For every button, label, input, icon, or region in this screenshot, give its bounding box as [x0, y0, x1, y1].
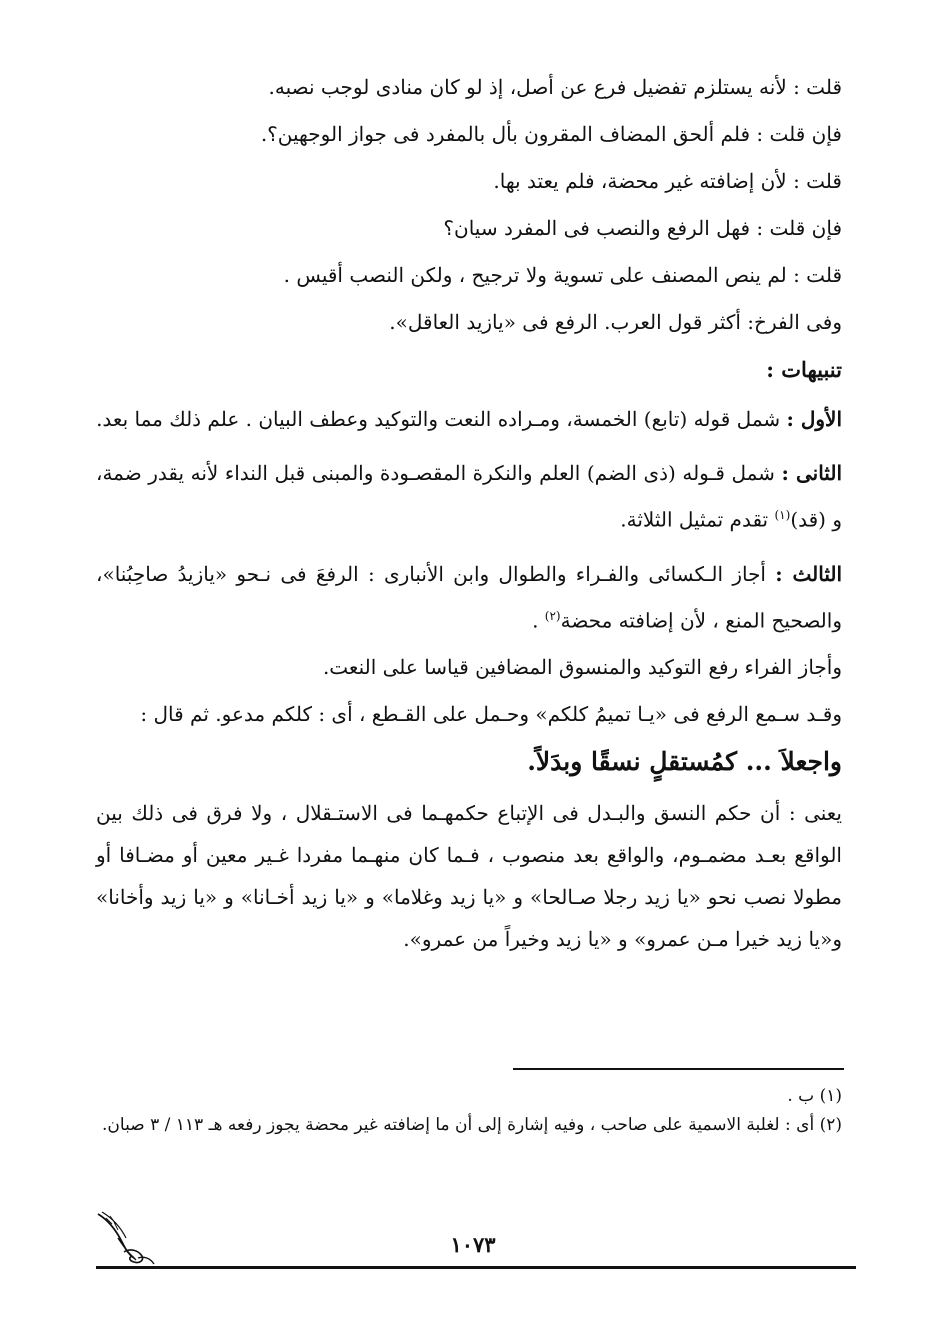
- text-line-2: فإن قلت : فلم ألحق المضاف المقرون بأل بالمفرد فى جواز الوجهين؟.: [260, 122, 842, 146]
- footnote-2: (٢) أى : لغلبة الاسمية على صاحب ، وفيه إشارة إلى أن ما إضافته غير محضة يجوز رفعه هـ ١١٣ / ٣ صبان.: [102, 1115, 842, 1135]
- note-second-text: شمل قـوله (ذى الضم) العلم والنكرة المقصـودة والمبنى قبل النداء لأنه يقدر ضمة، و (قد): [96, 461, 842, 532]
- note-first-text: شمل قوله (تابع) الخمسة، ومـراده النعت والتوكيد وعطف البيان . علم ذلك مما بعد.: [96, 407, 781, 431]
- paragraph-explanation: يعنى : أن حكم النسق والبـدل فى الإتباع حكمهـما فى الاستـقلال ، ولا فرق فى ذلك بين الواقع بعـد مضمـوم، والواقع بعد منصوب ، فـما كان منهـما مفردا غـير معين أو مضـافا أو مطولا نصب نحو «يا زيد رجلا صـالحا» و «يا زيد وغلاما» و «يا زيد أخـانا» و «يا زيد وأخانا» و«يا زيد خيرا مـن عمرو» و «يا زيد وخيراً من عمرو».: [96, 801, 842, 952]
- note-third: [96, 553, 842, 642]
- text-line-4: فإن قلت : فهل الرفع والنصب فى المفرد سيان؟: [443, 216, 842, 240]
- footnote-1: (١) ب .: [787, 1086, 842, 1106]
- note-second-label: الثانى :: [781, 461, 842, 485]
- note-third-text: أجاز الـكسائى والفـراء والطوال وابن الأنبارى : الرفعَ فى نـحو «يازيدُ صاحِبُنا»، والصحيح المنع ، لأن إضافته محضة: [96, 561, 842, 633]
- page-body: [96, 64, 842, 960]
- quill-pen-icon: [94, 1208, 158, 1268]
- note-second: [96, 452, 842, 541]
- note-first: [96, 398, 842, 440]
- verse-line: واجعلاَ ... كمُستقلٍ نسقًا وبدَلاً.: [527, 747, 842, 777]
- text-line-6: وفى الفرخ: أكثر قول العرب. الرفع فى «يازيد العاقل».: [389, 310, 842, 334]
- text-line-3: قلت : لأن إضافته غير محضة، فلم يعتد بها.: [493, 169, 842, 193]
- page-number: ١٠٧٣: [450, 1232, 496, 1257]
- footer-divider: [96, 1266, 856, 1269]
- note-second-text-end: تقدم تمثيل الثلاثة.: [620, 507, 769, 532]
- footnote-marker-1[interactable]: (١): [774, 508, 791, 522]
- note-third-label: الثالث :: [775, 561, 843, 586]
- footnote-marker-2[interactable]: (٢): [544, 608, 561, 623]
- note-third-text-end: .: [532, 608, 539, 633]
- note-first-label: الأول :: [786, 407, 842, 431]
- footnotes: [96, 1082, 842, 1140]
- text-line-5: قلت : لم ينص المصنف على تسوية ولا ترجيح ، ولكن النصب أقيس .: [283, 263, 842, 287]
- footnote-divider: [513, 1068, 844, 1070]
- section-heading: تنبيهات :: [766, 357, 842, 382]
- paragraph-heard: وقـد سـمع الرفع فى «يـا تميمُ كلكم» وحـمل على القـطع ، أى : كلكم مدعو. ثم قال :: [140, 702, 842, 727]
- paragraph-farra: وأجاز الفراء رفع التوكيد والمنسوق المضافين قياسا على النعت.: [322, 655, 842, 680]
- text-line-1: قلت : لأنه يستلزم تفضيل فرع عن أصل، إذ لو كان منادى لوجب نصبه.: [268, 75, 842, 99]
